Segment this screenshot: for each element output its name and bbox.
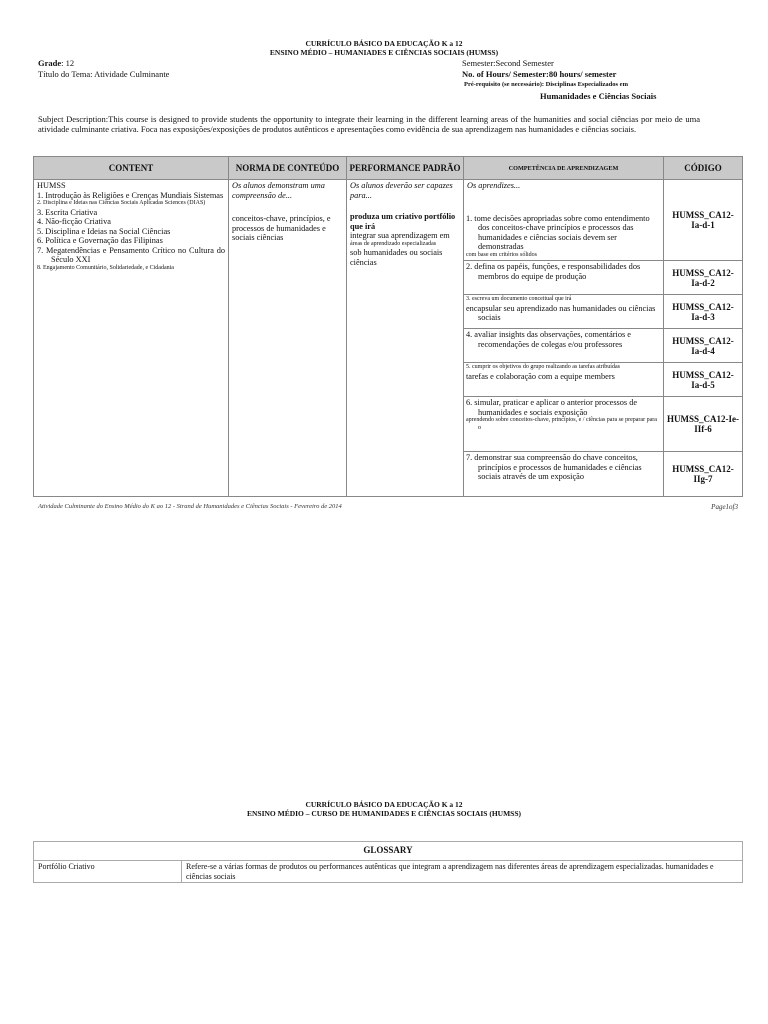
- competency-text: encapsular seu aprendizado nas humanidades ou ciências sociais: [466, 303, 656, 322]
- perf-intro: Os alunos deverão ser capazes para...: [350, 181, 453, 200]
- competency-cell: [464, 329, 664, 363]
- perf-tail: sob humanidades ou sociais ciências: [350, 248, 443, 267]
- topic-title: Título do Tema: Atividade Culminante: [38, 69, 170, 79]
- performance-cell: [347, 180, 464, 497]
- competency-text: 1. tome decisões apropriadas sobre como entendimento dos conceitos-chave princípios e processos das humanidades e ciências sociais devem ser demonstradas: [466, 213, 650, 251]
- col-codigo: CÓDIGO: [664, 157, 743, 180]
- page-footer: [38, 503, 738, 510]
- content-cell: [34, 180, 229, 497]
- competency-text: tarefas e colaboração com a equipe members: [466, 371, 615, 381]
- code-cell: HUMSS_CA12-Ia-d-4: [664, 329, 743, 363]
- table-header-row: [34, 157, 743, 180]
- list-item: 8. Engajamento Comunitário, Solidariedade, e Cidadania: [37, 264, 174, 271]
- semester: Semester:Second Semester: [462, 58, 554, 68]
- code-cell: HUMSS_CA12-IIg-7: [664, 452, 743, 497]
- competency-small: com base em critérios sólidos: [466, 251, 537, 258]
- comp-intro-cell: [464, 180, 664, 193]
- glossary-definition: Refere-se a várias formas de produtos ou performances autênticas que integram a aprendizagem nas diferentes áreas de aprendizagem especializadas. humanidades e ciências sociais: [182, 861, 743, 883]
- doc-title: CURRÍCULO BÁSICO DA EDUCAÇÃO K a 12: [305, 39, 463, 48]
- grade: [38, 58, 74, 68]
- list-item: 1. Introdução às Religiões e Crenças Mundiais Sistemas: [37, 190, 224, 200]
- list-item: 5. Disciplina e Ideias na Social Ciências: [37, 226, 171, 236]
- competency-small: 5. cumprir os objetivos do grupo realizando as tarefas atribuídas: [466, 364, 620, 370]
- norma-intro: Os alunos demonstram uma compreensão de...: [232, 181, 325, 200]
- competency-text: 2. defina os papéis, funções, e responsabilidades dos membros do equipe de produção: [466, 262, 641, 281]
- competency-cell: [464, 452, 664, 497]
- subject-description: Subject Description:This course is designed to provide students the opportunity to integrate their learning in the different learning areas of the humanities and social ciências por meio de uma atividade culminante criativa. Foca nas exposições/exposições de produtos autênticos e apresentações como evidência de sua aprendizagem nas humanidades e ciências sociais.: [38, 114, 700, 134]
- content-list: [37, 191, 225, 273]
- page-number: Page1of3: [711, 503, 738, 511]
- table-row: [34, 861, 743, 883]
- content-title: HUMSS: [37, 181, 66, 190]
- competency-text: 6. simular, praticar e aplicar o anterior processos de humanidades e sociais exposição: [466, 398, 638, 417]
- table-row: [34, 180, 743, 193]
- col-performance: PERFORMANCE PADRÃO: [347, 157, 464, 180]
- perf-small: áreas de aprendizado especializadas: [350, 240, 437, 247]
- footer-text: Atividade Culminante do Ensino Médio do K ao 12 - Strand de Humanidades e Ciências Sociais - Fevereiro de 2014: [38, 503, 342, 510]
- code-cell: HUMSS_CA12-Ia-d-1: [664, 180, 743, 261]
- code-cell: HUMSS_CA12-Ia-d-3: [664, 295, 743, 329]
- competency-cell: [464, 192, 664, 261]
- list-item: 4. Não-ficção Criativa: [37, 217, 111, 226]
- norma-body: conceitos-chave, princípios, e processos de humanidades e sociais ciências: [232, 214, 331, 242]
- page2-title: CURRÍCULO BÁSICO DA EDUCAÇÃO K a 12: [305, 800, 463, 809]
- competency-small: aprendendo sobre conceitos-chave, princípios, e / ciências para se preparar para o: [466, 417, 657, 431]
- prerequisite-value: Humanidades e Ciências Sociais: [540, 91, 657, 101]
- perf-bold: produza um criativo portfólio que irá: [350, 212, 456, 231]
- list-item: 3. Escrita Criativa: [37, 207, 98, 217]
- competency-cell: [464, 397, 664, 452]
- grade-label: Grade: [38, 58, 62, 68]
- competency-small: 3. escreva um documento conceitual que irá: [466, 296, 572, 302]
- col-competencia: COMPETÊNCIA DE APRENDIZAGEM: [464, 157, 664, 180]
- list-item: 6. Política e Governação das Filipinas: [37, 236, 163, 245]
- norma-cell: [229, 180, 347, 497]
- competency-text: 7. demonstrar sua compreensão do chave conceitos, princípios e processos de humanidades e ciências sociais através de um exposição: [466, 453, 642, 481]
- grade-value: : 12: [61, 58, 75, 68]
- code-cell: HUMSS_CA12-Ia-d-2: [664, 261, 743, 295]
- competency-cell: [464, 261, 664, 295]
- perf-line: integrar sua aprendizagem em: [350, 231, 450, 240]
- code-cell: HUMSS_CA12-Ia-d-5: [664, 363, 743, 397]
- hours: No. of Hours/ Semester:80 hours/ semester: [462, 69, 617, 79]
- list-item: 2. Disciplina e Ideias nas Ciências Sociais Aplicadas Sciences (DIAS): [37, 200, 206, 206]
- competency-text: 4. avaliar insights das observações, comentários e recomendações de colegas e/ou professores: [466, 330, 631, 349]
- glossary-header-row: [34, 842, 743, 861]
- code-cell: HUMSS_CA12-Ie-IIf-6: [664, 397, 743, 452]
- competency-cell: [464, 295, 664, 329]
- page2-subtitle: ENSINO MÉDIO – CURSO DE HUMANIDADES E CIÊNCIAS SOCIAIS (HUMSS): [247, 809, 521, 818]
- comp-intro: Os aprendizes...: [467, 181, 521, 190]
- glossary-term: Portfólio Criativo: [34, 861, 182, 883]
- doc-subtitle: ENSINO MÉDIO – HUMANIADES E CIÊNCIAS SOCIAIS (HUMSS): [269, 48, 499, 57]
- list-item: 7. Megatendências e Pensamento Crítico no Cultura do Século XXI: [37, 245, 225, 264]
- competency-cell: [464, 363, 664, 397]
- glossary-title: GLOSSARY: [34, 842, 743, 861]
- curriculum-table: [33, 156, 743, 497]
- col-norma: NORMA DE CONTEÚDO: [229, 157, 347, 180]
- prerequisite: Pré-requisito (se necessário): Disciplinas Especializados em: [464, 81, 628, 88]
- glossary-table: [33, 841, 743, 883]
- col-content: CONTENT: [34, 157, 229, 180]
